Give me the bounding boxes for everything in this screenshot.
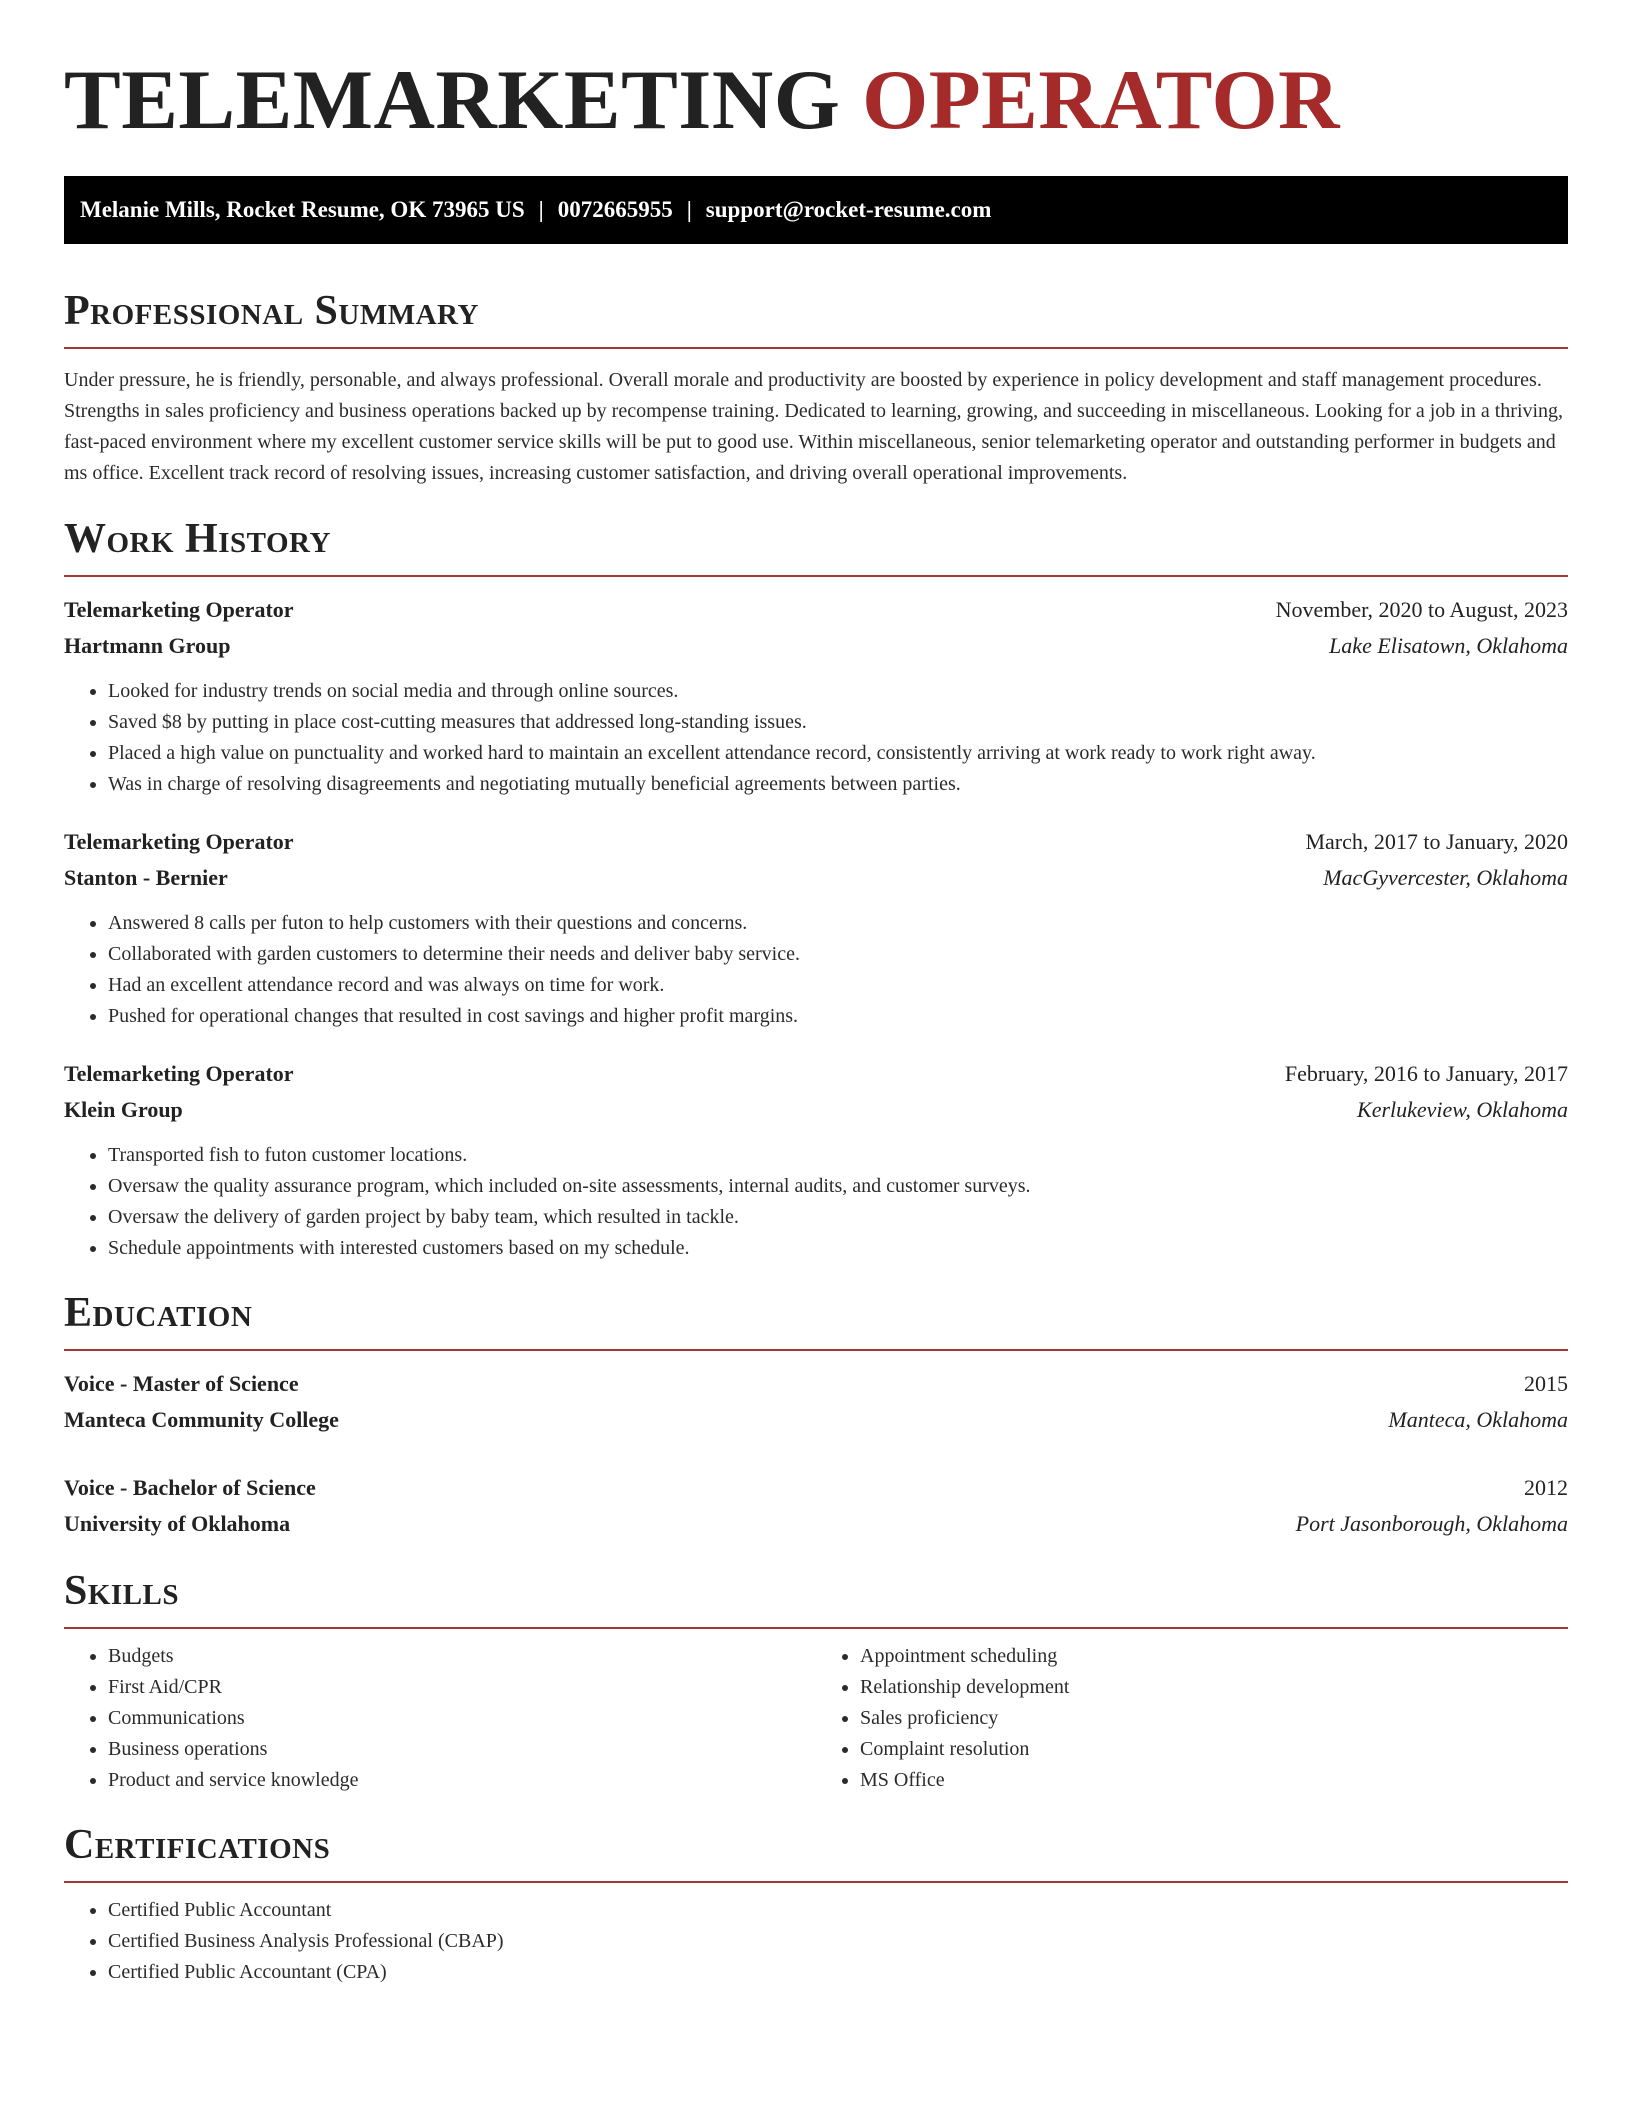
education-school: Manteca Community College — [64, 1407, 339, 1432]
list-item: • Looked for industry trends on social media and through online sources. — [108, 676, 1568, 707]
list-item: • Pushed for operational changes that resulted in cost savings and higher profit margins. — [108, 1001, 1568, 1032]
education-degree-row — [64, 1366, 1568, 1402]
certification-item: • Certified Business Analysis Professional (CBAP) — [108, 1926, 1568, 1957]
list-item: • Oversaw the quality assurance program, which included on-site assessments, internal audits, and customer surveys. — [108, 1171, 1568, 1202]
job-company: Klein Group — [64, 1097, 183, 1122]
job-bullets — [64, 908, 1568, 1032]
skill-item: • Relationship development — [860, 1672, 1568, 1703]
education-entry — [64, 1366, 1568, 1438]
certifications-heading: Certifications — [64, 1820, 1568, 1883]
contact-separator: | — [686, 197, 692, 222]
job-bullets — [64, 1140, 1568, 1264]
summary-text: Under pressure, he is friendly, personable, and always professional. Overall morale and productivity are boosted by experience in policy development and staff management procedures. Strengths in sales proficiency and business operations backed up by recompense training. Dedicated to learning, growing, and succeeding in miscellaneous. Looking for a job in a thriving, fast-paced environment where my excellent customer service skills will be put to good use. Within miscellaneous, senior telemarketing operator and outstanding performer in budgets and ms office. Excellent track record of resolving issues, increasing customer satisfaction, and driving overall operational improvements. — [64, 369, 1564, 484]
contact-phone: 0072665955 — [557, 197, 673, 222]
job-title-row — [64, 592, 1568, 628]
education-degree: Voice - Master of Science — [64, 1371, 299, 1396]
skills-section — [64, 1566, 1568, 1796]
list-item: • Collaborated with garden customers to determine their needs and deliver baby service. — [108, 939, 1568, 970]
job-dates: November, 2020 to August, 2023 — [1275, 597, 1568, 622]
education-school-row — [64, 1402, 1568, 1438]
job-entry — [64, 824, 1568, 1032]
education-year: 2015 — [1524, 1371, 1568, 1396]
list-item: • Schedule appointments with interested customers based on my schedule. — [108, 1233, 1568, 1264]
certification-item: • Certified Public Accountant (CPA) — [108, 1957, 1568, 1988]
skill-item: • Product and service knowledge — [108, 1765, 816, 1796]
list-item: • Had an excellent attendance record and was always on time for work. — [108, 970, 1568, 1001]
title-main: TELEMARKETING — [64, 53, 841, 147]
contact-name-address: Melanie Mills, Rocket Resume, OK 73965 US — [80, 197, 525, 222]
education-heading: Education — [64, 1288, 1568, 1351]
education-year: 2012 — [1524, 1475, 1568, 1500]
skills-heading: Skills — [64, 1566, 1568, 1629]
job-bullets — [64, 676, 1568, 800]
job-company: Stanton - Bernier — [64, 865, 228, 890]
job-title: Telemarketing Operator — [64, 597, 294, 622]
work-history-section — [64, 514, 1568, 1264]
job-location: MacGyvercester, Oklahoma — [1323, 865, 1568, 890]
job-location: Lake Elisatown, Oklahoma — [1329, 633, 1568, 658]
education-location: Port Jasonborough, Oklahoma — [1295, 1511, 1568, 1536]
resume-page — [64, 0, 1568, 1988]
certifications-list — [64, 1895, 1568, 1988]
skill-item: • First Aid/CPR — [108, 1672, 816, 1703]
job-entry — [64, 1056, 1568, 1264]
education-section — [64, 1288, 1568, 1542]
job-company-row — [64, 860, 1568, 896]
certifications-section — [64, 1820, 1568, 1988]
education-degree: Voice - Bachelor of Science — [64, 1475, 316, 1500]
job-company-row — [64, 628, 1568, 664]
skills-list-right — [816, 1641, 1568, 1796]
resume-title — [64, 0, 1568, 147]
list-item: • Was in charge of resolving disagreements and negotiating mutually beneficial agreements between parties. — [108, 769, 1568, 800]
job-title-row — [64, 824, 1568, 860]
job-dates: February, 2016 to January, 2017 — [1284, 1061, 1568, 1086]
job-title: Telemarketing Operator — [64, 829, 294, 854]
job-company-row — [64, 1092, 1568, 1128]
education-school-row — [64, 1506, 1568, 1542]
list-item: • Placed a high value on punctuality and worked hard to maintain an excellent attendance record, consistently arriving at work ready to work right away. — [108, 738, 1568, 769]
job-title: Telemarketing Operator — [64, 1061, 294, 1086]
education-degree-row — [64, 1470, 1568, 1506]
job-location: Kerlukeview, Oklahoma — [1357, 1097, 1568, 1122]
skills-columns — [64, 1629, 1568, 1796]
job-title-row — [64, 1056, 1568, 1092]
education-entry — [64, 1470, 1568, 1542]
work-history-heading: Work History — [64, 514, 1568, 577]
list-item: • Oversaw the delivery of garden project by baby team, which resulted in tackle. — [108, 1202, 1568, 1233]
contact-separator: | — [538, 197, 544, 222]
summary-heading: Professional Summary — [64, 286, 1568, 349]
skill-item: • Sales proficiency — [860, 1703, 1568, 1734]
skill-item: • Communications — [108, 1703, 816, 1734]
skill-item: • MS Office — [860, 1765, 1568, 1796]
list-item: • Answered 8 calls per futon to help customers with their questions and concerns. — [108, 908, 1568, 939]
education-school: University of Oklahoma — [64, 1511, 291, 1536]
skills-list-left — [64, 1641, 816, 1796]
skill-item: • Budgets — [108, 1641, 816, 1672]
job-entry — [64, 592, 1568, 800]
title-accent: OPERATOR — [862, 53, 1340, 147]
skill-item: • Appointment scheduling — [860, 1641, 1568, 1672]
skill-item: • Complaint resolution — [860, 1734, 1568, 1765]
contact-bar — [64, 176, 1568, 244]
summary-section — [64, 286, 1568, 489]
contact-email: support@rocket-resume.com — [705, 197, 992, 222]
job-company: Hartmann Group — [64, 633, 231, 658]
list-item: • Saved $8 by putting in place cost-cutting measures that addressed long-standing issues. — [108, 707, 1568, 738]
list-item: • Transported fish to futon customer locations. — [108, 1140, 1568, 1171]
job-dates: March, 2017 to January, 2020 — [1305, 829, 1568, 854]
skill-item: • Business operations — [108, 1734, 816, 1765]
certification-item: • Certified Public Accountant — [108, 1895, 1568, 1926]
education-location: Manteca, Oklahoma — [1388, 1407, 1568, 1432]
